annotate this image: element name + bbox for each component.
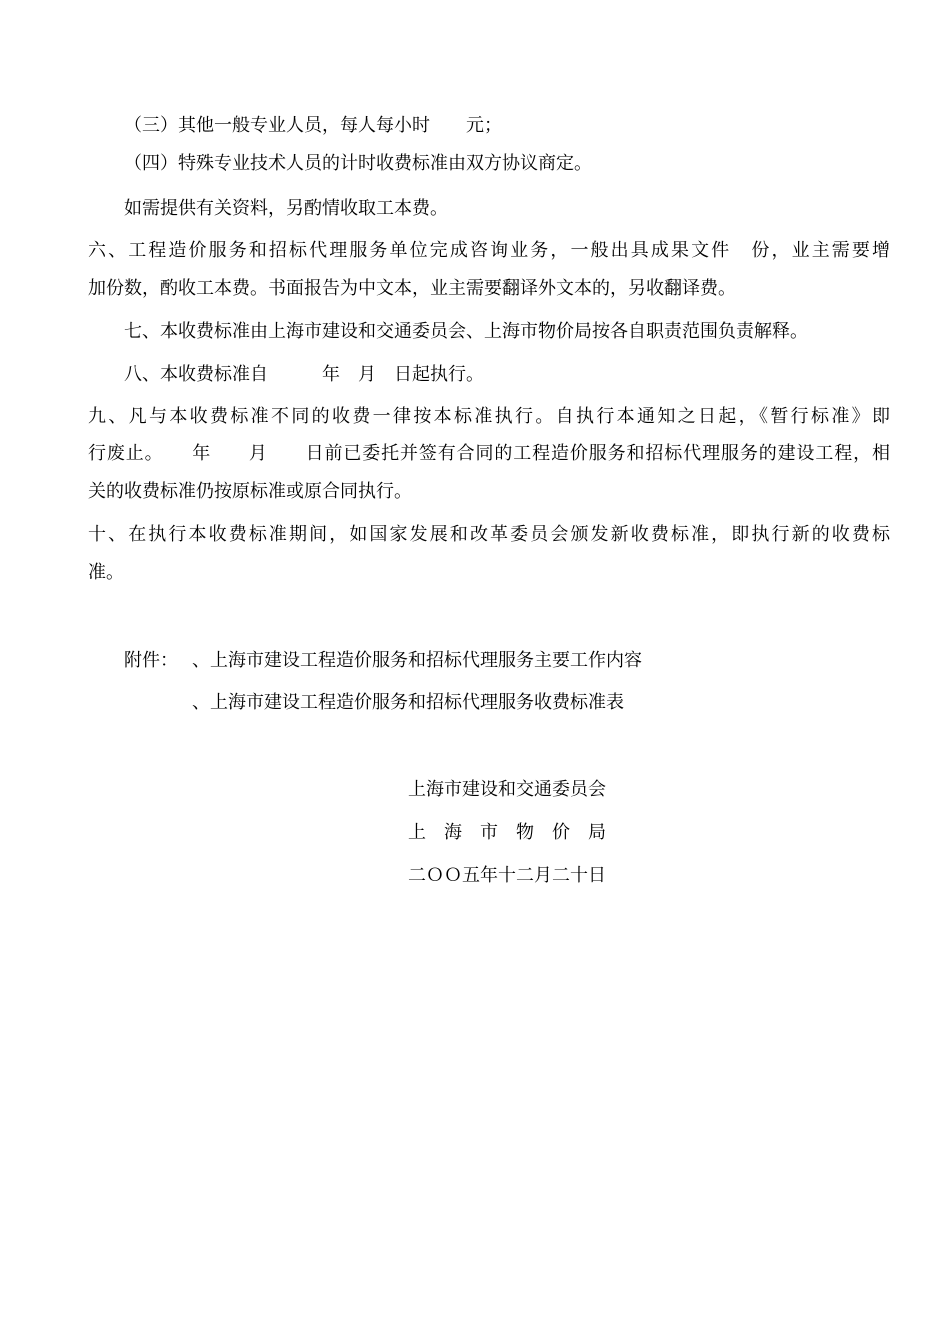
- para9-line3: 关的收费标准仍按原标准或原合同执行。: [88, 481, 412, 502]
- attachment-item-1: 、上海市建设工程造价服务和招标代理服务主要工作内容: [192, 650, 642, 671]
- item-three: （三）其他一般专业人员，每人每小时 元；: [124, 115, 502, 136]
- materials-note: 如需提供有关资料，另酌情收取工本费。: [124, 198, 448, 219]
- para6-line1: 六、工程造价服务和招标代理服务单位完成咨询业务，一般出具成果文件 份，业主需要增: [88, 240, 890, 261]
- para8: 八、本收费标准自 年 月 日起执行。: [124, 364, 484, 385]
- attachments-label: 附件：: [124, 650, 178, 671]
- signature-org-2: 上 海 市 物 价 局: [408, 822, 606, 843]
- para9-line2: 行废止。 年 月 日前已委托并签有合同的工程造价服务和招标代理服务的建设工程，相: [88, 443, 890, 464]
- para10-line2: 准。: [88, 562, 124, 583]
- item-four: （四）特殊专业技术人员的计时收费标准由双方协议商定。: [124, 153, 592, 174]
- para9-line1: 九、凡与本收费标准不同的收费一律按本标准执行。自执行本通知之日起，《暂行标准》即: [88, 406, 890, 427]
- signature-org-1: 上海市建设和交通委员会: [408, 779, 606, 800]
- para7: 七、本收费标准由上海市建设和交通委员会、上海市物价局按各自职责范围负责解释。: [124, 321, 808, 342]
- para10-line1: 十、在执行本收费标准期间，如国家发展和改革委员会颁发新收费标准，即执行新的收费标: [88, 524, 890, 545]
- attachment-item-2: 、上海市建设工程造价服务和招标代理服务收费标准表: [192, 692, 624, 713]
- para6-line2: 加份数，酌收工本费。书面报告为中文本，业主需要翻译外文本的，另收翻译费。: [88, 278, 736, 299]
- signature-date: 二ＯＯ五年十二月二十日: [408, 865, 606, 886]
